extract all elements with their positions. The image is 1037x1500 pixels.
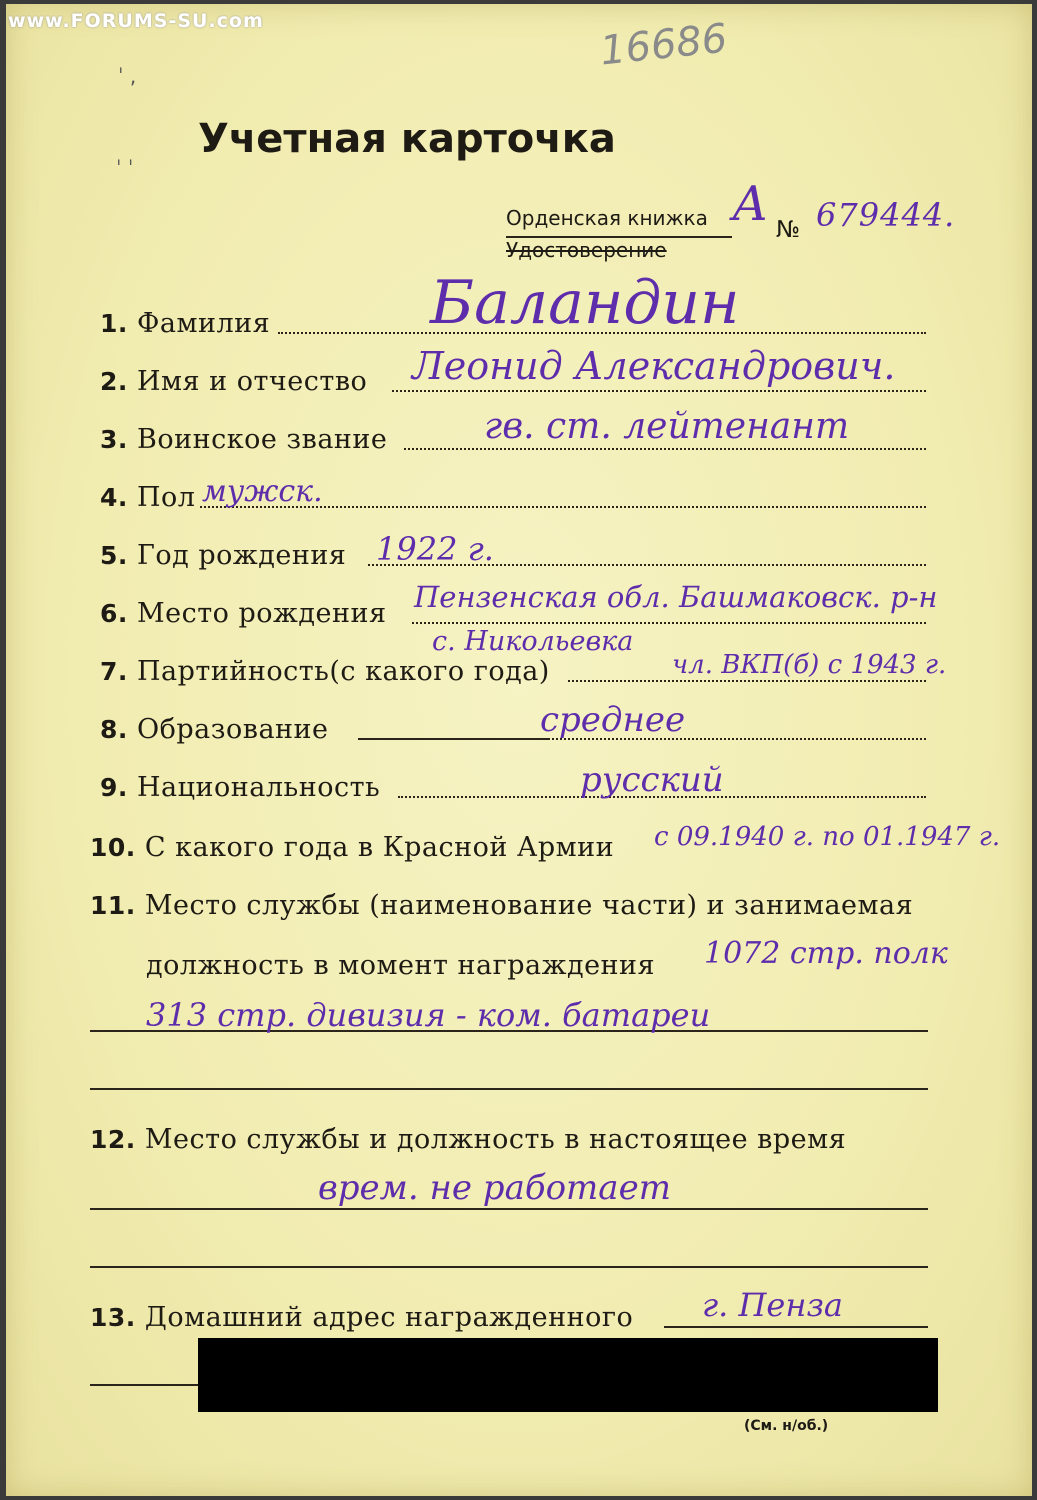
archive-number: 16686 xyxy=(597,15,730,75)
field-12-value: врем. не работает xyxy=(318,1168,671,1208)
field-5-label: 5. Год рождения xyxy=(100,540,347,571)
field-13-line xyxy=(664,1326,928,1328)
field-4-value: мужск. xyxy=(202,474,323,509)
field-11-value: 1072 стр. полк xyxy=(704,936,948,971)
field-11-value-line2: 313 стр. дивизия - ком. батареи xyxy=(146,996,711,1034)
field-10-label: 10. С какого года в Красной Армии xyxy=(90,832,615,863)
field-13-line-2 xyxy=(90,1384,200,1386)
field-13-label: 13. Домашний адрес награжденного xyxy=(90,1302,634,1333)
field-5-value: 1922 г. xyxy=(376,530,494,568)
field-6-value: Пензенская обл. Башмаковск. р-н xyxy=(414,580,938,614)
number-sign: № xyxy=(776,217,800,243)
order-book-label: Орденская книжка xyxy=(506,206,708,230)
field-8-line xyxy=(358,738,548,740)
field-8-value: среднее xyxy=(540,700,686,740)
field-4-label: 4. Пол xyxy=(100,482,196,513)
field-6-value-line2: с. Никольевка xyxy=(432,626,634,657)
certificate-label: Удостоверение xyxy=(506,238,667,262)
field-13-value: г. Пенза xyxy=(702,1286,843,1324)
field-10-value: с 09.1940 г. по 01.1947 г. xyxy=(654,822,1001,852)
margin-mark: ˈ , xyxy=(118,64,137,88)
card-title: Учетная карточка xyxy=(198,116,616,162)
field-2-value: Леонид Александрович. xyxy=(412,344,896,388)
order-book-number: 679444. xyxy=(816,196,956,234)
order-divider xyxy=(506,236,732,238)
field-9-value: русский xyxy=(580,760,724,800)
field-7-line xyxy=(568,680,926,682)
order-book-series: А xyxy=(732,176,769,232)
field-2-label: 2. Имя и отчество xyxy=(100,366,368,397)
field-12-line-2 xyxy=(90,1266,928,1268)
field-11-label-line2: должность в момент награждения xyxy=(146,950,656,981)
field-3-value: гв. ст. лейтенант xyxy=(484,406,850,447)
see-reverse-note: (См. н/об.) xyxy=(744,1418,829,1434)
field-12-line xyxy=(90,1208,928,1210)
watermark: www.FORUMS-SU.com xyxy=(8,10,264,32)
field-11-label: 11. Место службы (наименование части) и занимаемая xyxy=(90,890,914,921)
field-6-label: 6. Место рождения xyxy=(100,598,387,629)
field-2-line xyxy=(392,390,926,392)
field-8-label: 8. Образование xyxy=(100,714,329,745)
field-9-label: 9. Национальность xyxy=(100,772,381,803)
redaction-bar xyxy=(198,1338,938,1412)
field-3-line xyxy=(404,448,926,450)
field-1-value: Баландин xyxy=(430,268,740,338)
field-3-label: 3. Воинское звание xyxy=(100,424,388,455)
field-1-label: 1. Фамилия xyxy=(100,308,271,339)
field-7-label: 7. Партийность(с какого года) xyxy=(100,656,550,687)
field-7-value: чл. ВКП(б) с 1943 г. xyxy=(672,650,947,680)
field-11-line-2 xyxy=(90,1088,928,1090)
margin-mark: ˈ ˈ xyxy=(116,156,134,180)
field-12-label: 12. Место службы и должность в настоящее время xyxy=(90,1124,847,1155)
field-6-line xyxy=(412,622,926,624)
